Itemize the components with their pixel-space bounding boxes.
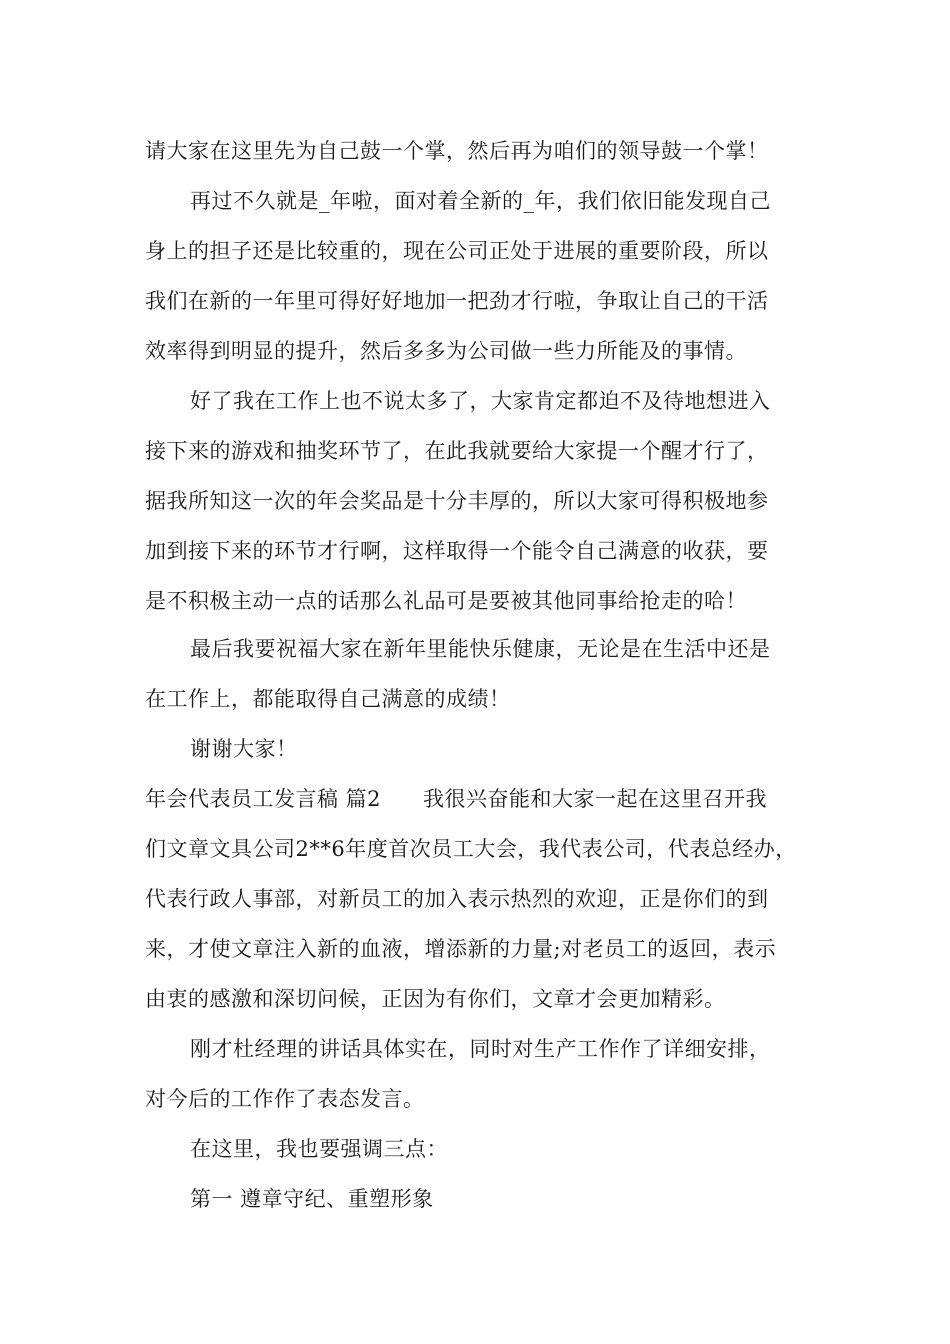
- paragraph-line: 请大家在这里先为自己鼓一个掌，然后再为咱们的领导鼓一个掌！: [145, 139, 769, 163]
- paragraph-line: 接下来的游戏和抽奖环节了，在此我就要给大家提一个醒才行了，: [145, 439, 769, 463]
- paragraph-line: 对今后的工作作了表态发言。: [145, 1087, 425, 1111]
- paragraph-line: 在工作上，都能取得自己满意的成绩！: [145, 687, 511, 711]
- section-heading: 年会代表员工发言稿 篇2: [145, 787, 382, 811]
- paragraph-line: 再过不久就是_年啦，面对着全新的_年，我们依旧能发现自己: [190, 189, 771, 213]
- paragraph-line: 据我所知这一次的年会奖品是十分丰厚的，所以大家可得积极地参: [145, 489, 769, 513]
- paragraph-line: 我们在新的一年里可得好好地加一把劲才行啦，争取让自己的干活: [145, 289, 769, 313]
- paragraph-line: 加到接下来的环节才行啊，这样取得一个能令自己满意的收获，要: [145, 539, 769, 563]
- paragraph-line: 刚才杜经理的讲话具体实在，同时对生产工作作了详细安排，: [190, 1037, 771, 1061]
- paragraph-line: 来，才使文章注入新的血液，增添新的力量;对老员工的返回，表示: [145, 937, 777, 961]
- paragraph-line: 身上的担子还是比较重的，现在公司正处于进展的重要阶段，所以: [145, 239, 769, 263]
- paragraph-line: 由衷的感激和深切问候，正因为有你们，文章才会更加精彩。: [145, 987, 726, 1011]
- section-heading-line: [145, 784, 767, 814]
- paragraph-line: 代表行政人事部，对新员工的加入表示热烈的欢迎，正是你们的到: [145, 887, 769, 911]
- paragraph-line: 是不积极主动一点的话那么礼品可是要被其他同事给抢走的哈！: [145, 589, 747, 613]
- paragraph-line: 最后我要祝福大家在新年里能快乐健康，无论是在生活中还是: [190, 637, 771, 661]
- paragraph-line: 们文章文具公司2**6年度首次员工大会，我代表公司，代表总经办，: [145, 837, 797, 861]
- paragraph-line: 好了我在工作上也不说太多了，大家肯定都迫不及待地想进入: [190, 389, 771, 413]
- closing-line: 谢谢大家！: [190, 737, 298, 761]
- paragraph-line: 在这里，我也要强调三点：: [190, 1137, 448, 1161]
- paragraph-line: 效率得到明显的提升，然后多多为公司做一些力所能及的事情。: [145, 339, 747, 363]
- section-first-line: 我很兴奋能和大家一起在这里召开我: [423, 787, 768, 811]
- point-heading: 第一 遵章守纪、重塑形象: [190, 1187, 434, 1211]
